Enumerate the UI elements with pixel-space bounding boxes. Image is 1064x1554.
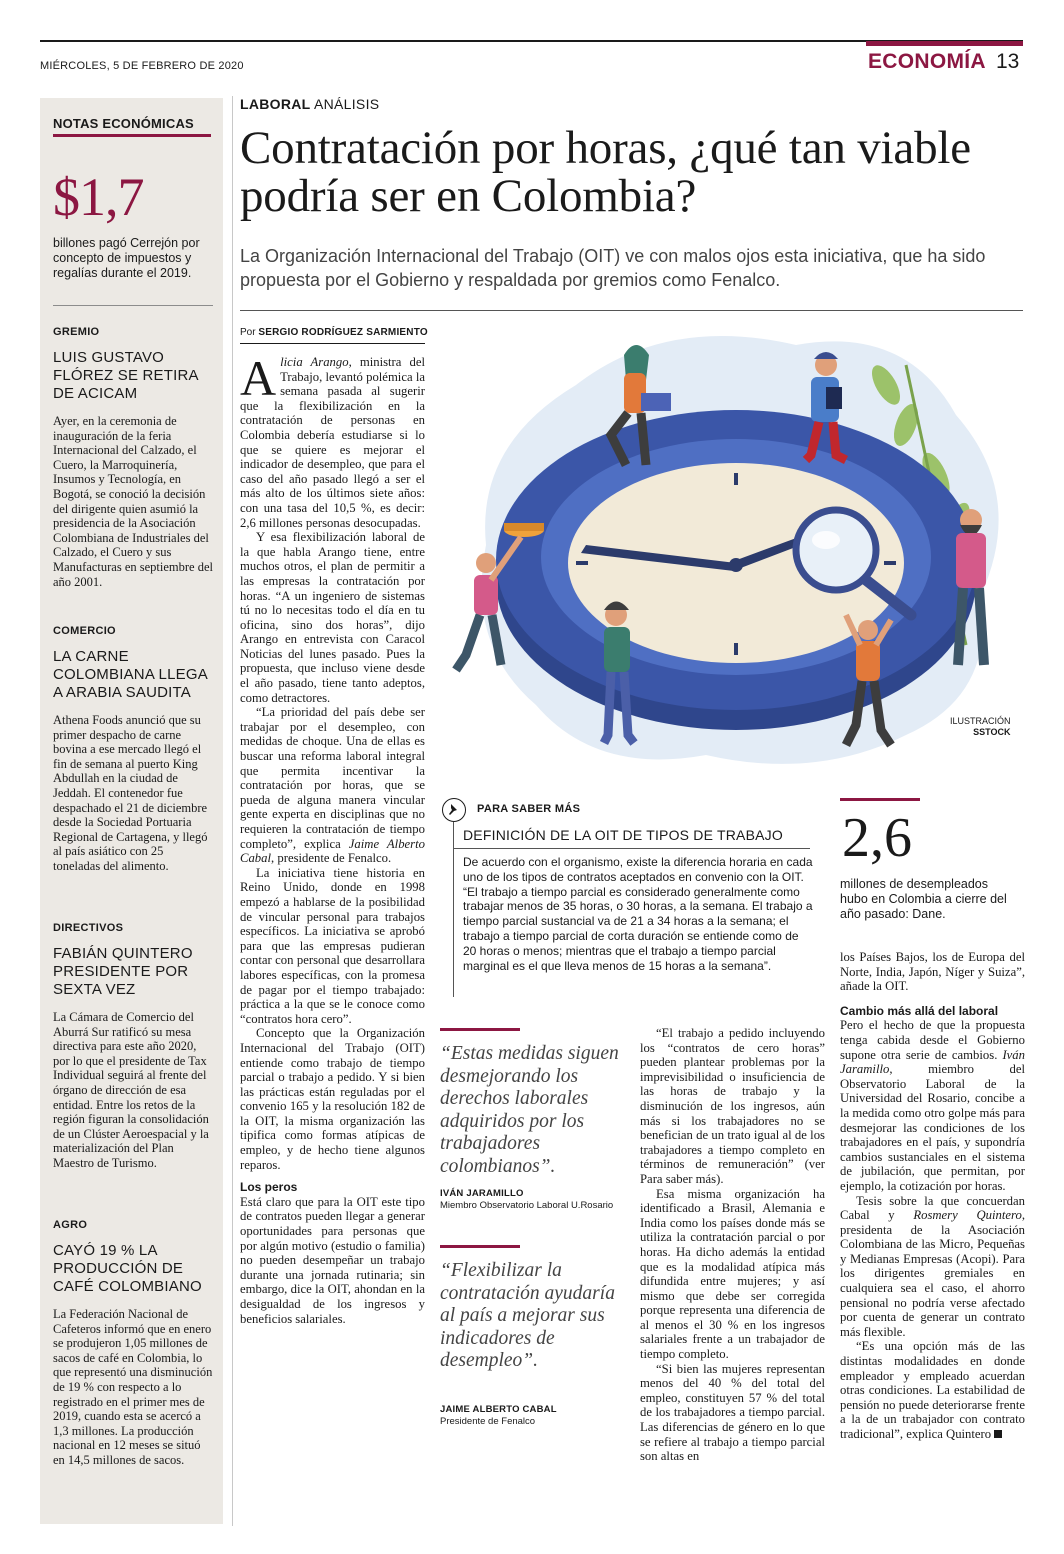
body-paragraph: Y esa flexibilización laboral de la que habla Arango tiene, entre muchos otros, el plan de permitir a las empresas la contratación por horas. “A un ingeniero de sistemas tú no lo necesitas todo el día en tu oficina, sino dos horas”, dijo Arango en entrevista con Caracol Noticias del lunes pasado. Pues la propuesta, que incluso viene desde el año pasado, tiene tanto adeptos, como detractores. xyxy=(240,530,425,705)
credit-source: SSTOCK xyxy=(973,727,1011,737)
note-category: COMERCIO xyxy=(53,625,116,637)
body-paragraph: Concepto que la Organización Internacional del Trabajo (OIT) entiende como trabajo de tiempo parcial o trabajo a pedido. Y si bien las prácticas están reguladas por el convenio 165 y la resolución 182 de la OIT, la misma organización las tipifica como formas atípicas de empleo, y de hecho tiene algunos reparos. xyxy=(240,1026,425,1172)
pull-quote: “Flexibilizar la contratación ayudaría al país a mejorar sus indicadores de desempleo”. xyxy=(440,1260,615,1371)
sidebar-big-number-text: billones pagó Cerrejón por concepto de impuestos y regalías durante el 2019. xyxy=(53,236,200,280)
body-paragraph xyxy=(240,705,425,866)
name-italic: Iván Jaramillo xyxy=(840,1047,1025,1077)
body-paragraph: La iniciativa tiene historia en Reino Unido, donde en 1998 empezó a hablarse de la posibilidad de vincular personal para trabajos específicos. La iniciativa se aprobó para que las empresas pudieran contar con personal que desarrollara labores específicas, con la promesa de pagar por el tiempo trabajado: práctica a la que se le conoce como “contratos hora cero”. xyxy=(240,865,425,1026)
name-italic: Jaime Alberto Cabal xyxy=(240,836,425,866)
paragraph-text: Tesis sobre la que concuerdan Cabal y xyxy=(840,1193,1025,1223)
body-paragraph: Esa misma organización ha identificado a Brasil, Alemania e India como los países donde más se utiliza la contratación parcial o por horas. Ha dicho además la entidad que es la modalidad atípica más difundida entre mujeres; y así mismo que debe ser corregida porque representa una diferencia de al menos el 30 % en los ingresos salariales frente a un trabajador de tiempo completo. xyxy=(640,1186,825,1362)
section-accent-bar xyxy=(866,41,1023,46)
note-category: GREMIO xyxy=(53,326,100,338)
column-separator xyxy=(232,96,233,1526)
body-paragraph: “El trabajo a pedido incluyendo los “contratos de cero horas” pueden plantear problemas por la imprevisibilidad o insuficiencia de las horas de trabajo y la disminución de los ingresos, aún más si los trabajadores no se benefician de un trato igual al de los trabajadores a tiempo completo en términos de remuneración” (ver Para saber más). xyxy=(640,1026,825,1186)
byline-name: SERGIO RODRÍGUEZ SARMIENTO xyxy=(258,327,428,338)
body-paragraph: “Si bien las mujeres representan menos del 40 % del total del empleo, constituyen 57 % del total de los trabajadores a tiempo parcial. Las diferencias de género en lo que se refiere al trabajo a tiempo parcial son altas en xyxy=(640,1361,825,1464)
sidebar-title-rule xyxy=(53,134,211,137)
kicker-rest: ANÁLISIS xyxy=(310,96,380,112)
issue-date: MIÉRCOLES, 5 DE FEBRERO DE 2020 xyxy=(40,60,244,72)
note-headline: LUIS GUSTAVO FLÓREZ SE RETIRA DE ACICAM xyxy=(53,349,198,402)
subhead: Los peros xyxy=(240,1180,298,1195)
body-paragraph xyxy=(840,1194,1025,1340)
body-column-3 xyxy=(640,1026,825,1464)
note-headline: CAYÓ 19 % LA PRODUCCIÓN DE CAFÉ COLOMBIANO xyxy=(53,1242,202,1295)
stat-value: 2,6 xyxy=(842,807,912,869)
note-category: DIRECTIVOS xyxy=(53,922,124,934)
byline xyxy=(240,327,428,338)
sidebar-divider xyxy=(53,305,213,306)
quote-author: IVÁN JARAMILLO xyxy=(440,1188,524,1199)
paragraph-text: , presidenta de la Asociación Colombiana de las Micro, Pequeñas y Medianas Empresas (Acopi). Para los dirigentes gremiales en cualquiera sea el caso, el ahorro pensional no podría verse afectado por cuenta de generar un contrato más flexible. xyxy=(840,1208,1025,1339)
body-paragraph xyxy=(840,1339,1025,1441)
paragraph-text: , ministra del Trabajo, levantó polémica la semana pasada al sugerir que la flexibilización en la contratación de personas en Colombia debería estudiarse si lo que se quiere es mejorar el indicador de desempleo, que para el caso del año pasado llegó a ser el más alto de los últimos siete años: con una tasa del 10,5 %, es decir: 2,6 millones personas desocupadas. xyxy=(240,355,425,530)
note-body: La Cámara de Comercio del Aburrá Sur ratificó su mesa directiva para este año 2020, por lo que el presidente de Tax Individual seguirá al frente del órgano de dirección de esa entidad. Entre los retos de la región figuran la consolidación de un Clúster Aeroespacial y la materialización del Plan Maestro de Turismo. xyxy=(53,1010,209,1170)
headline-rule xyxy=(240,310,1023,311)
quote-author: JAIME ALBERTO CABAL xyxy=(440,1404,557,1415)
body-paragraph: los Países Bajos, los de Europa del Norte, India, Japón, Níger y Suiza”, añade la OIT. xyxy=(840,950,1025,994)
end-mark xyxy=(994,1430,1002,1438)
paragraph-text: “La prioridad del país debe ser trabajar por el desempleo, con medidas de choque. Una de ellas es buscar una reforma laboral integral que permita incentivar la contratación por horas, que se pueda de alguna manera vincular gente experta en disciplinas que no requieren la contratación de tiempo completo”, explica xyxy=(240,705,425,851)
pull-quote: “Estas medidas siguen desmejorando los derechos laborales adquiridos por los trabajadores colombianos”. xyxy=(440,1043,619,1177)
article-deck: La Organización Internacional del Trabajo (OIT) ve con malos ojos esta iniciativa, que ha sido propuesta por el Gobierno y respaldada por gremios como Fenalco. xyxy=(240,246,986,290)
byline-prefix: Por xyxy=(240,327,259,338)
para-saber-mas-body: De acuerdo con el organismo, existe la diferencia horaria en cada uno de los tipos de contratos aceptados en convenio con la OIT. “El trabajo a tiempo parcial es considerado generalmente como trabajar menos de 35 horas, o 30 horas, a la semana. El trabajo a tiempo parcial sustancial va de 21 a 34 horas a la semana; el trabajo a tiempo parcial de corta duración se entiende como de 20 horas o menos; mientras que el trabajo a tiempo parcial marginal es el que lleva menos de 15 horas a la semana”. xyxy=(463,855,813,973)
body-paragraph xyxy=(840,1018,1025,1193)
note-headline: FABIÁN QUINTERO PRESIDENTE POR SEXTA VEZ xyxy=(53,945,193,998)
quote-author-role: Presidente de Fenalco xyxy=(440,1416,536,1427)
page-number: 13 xyxy=(996,50,1020,73)
quote-accent-rule xyxy=(440,1028,520,1031)
paragraph-text: , presidente de Fenalco. xyxy=(271,851,392,866)
sidebar-title: NOTAS ECONÓMICAS xyxy=(53,116,194,131)
paragraph-text: “Es una opción más de las distintas modalidades en donde empleador y empleado acuerdan otras condiciones. La estabilidad de pensión no puede deteriorarse frente a la de un trabajador con contrato tradicional”, explica Quintero xyxy=(840,1339,1025,1441)
name-italic: Rosmery Quintero xyxy=(913,1208,1022,1223)
pin-icon xyxy=(442,798,466,822)
stat-accent-rule xyxy=(840,798,920,801)
stat-text: millones de desempleados hubo en Colombia a cierre del año pasado: Dane. xyxy=(840,877,1007,921)
byline-rule xyxy=(240,343,425,344)
body-paragraph xyxy=(240,350,425,530)
section-name: ECONOMÍA xyxy=(868,50,986,73)
paragraph-text: , miembro del Observatorio Laboral de la Universidad del Rosario, concibe a la medida como otro golpe más para desmejorar las condiciones de los trabajadores en el país, y supondría cambios sustanciales en el sistema de jubilación, que permitan, por ejemplo, la cotización por horas. xyxy=(840,1062,1025,1193)
body-paragraph: Está claro que para la OIT este tipo de contratos pueden llegar a generar oportunidades para personas que por algún motivo (estudio o familia) no pueden desempeñar un trabajo durante una jornada rutinaria; sin embargo, dice la OIT, ahondan en la desigualdad de los ingresos y beneficios salariales. xyxy=(240,1194,425,1326)
drop-cap: A xyxy=(240,350,277,406)
subhead: Cambio más allá del laboral xyxy=(840,1003,999,1018)
para-saber-mas-label: PARA SABER MÁS xyxy=(477,803,581,815)
body-column-1 xyxy=(240,350,425,1326)
clock-illustration xyxy=(436,325,1026,775)
article-kicker xyxy=(240,96,379,112)
note-headline: LA CARNE COLOMBIANA LLEGA A ARABIA SAUDITA xyxy=(53,648,208,701)
note-body: La Federación Nacional de Cafeteros informó que en enero se produjeron 1,05 millones de sacos de café en Colombia, lo que representó una disminución de 19 % con respecto a lo registrado en el primer mes de 2019, cuando esta se acercó a 1,3 millones. La producción nacional en 12 meses se situó en 14,5 millones de sacos. xyxy=(53,1307,213,1467)
note-category: AGRO xyxy=(53,1219,88,1231)
body-column-4 xyxy=(840,950,1025,1442)
name-italic: licia Arango xyxy=(280,355,349,369)
credit-label: ILUSTRACIÓN xyxy=(950,716,1011,726)
paragraph-text: Pero el hecho de que la propuesta tenga cabida desde el Gobierno supone otra serie de cambios. xyxy=(840,1018,1025,1062)
article-headline: Contratación por horas, ¿qué tan viable podría ser en Colombia? xyxy=(240,122,971,222)
quote-author-role: Miembro Observatorio Laboral U.Rosario xyxy=(440,1200,614,1211)
sidebar-big-number: $1,7 xyxy=(53,167,144,227)
note-body: Athena Foods anunció que su primer despacho de carne bovina a ese mercado llegó el fin de semana al puerto King Abdullah en la ciudad de Jeddah. El contenedor fue despachado el 21 de diciembre desde la Sociedad Portuaria Regional de Cartagena, y llegó al país asiático con 25 toneladas del alimento. xyxy=(53,713,208,873)
illustration-credit xyxy=(950,716,1011,738)
quote-accent-rule xyxy=(440,1245,520,1248)
note-body: Ayer, en la ceremonia de inauguración de la feria Internacional del Calzado, el Cuero, la Marroquinería, Insumos y Tecnología, en Bogotá, se conoció la decisión del dirigente quien asumió la presidencia de la Asociación Colombiana de Industriales del Calzado, el Cuero y sus Manufacturas en septiembre del año 2001. xyxy=(53,414,214,589)
box-title-rule xyxy=(453,848,810,849)
kicker-bold: LABORAL xyxy=(240,96,311,112)
para-saber-mas-title: DEFINICIÓN DE LA OIT DE TIPOS DE TRABAJO xyxy=(463,827,783,843)
